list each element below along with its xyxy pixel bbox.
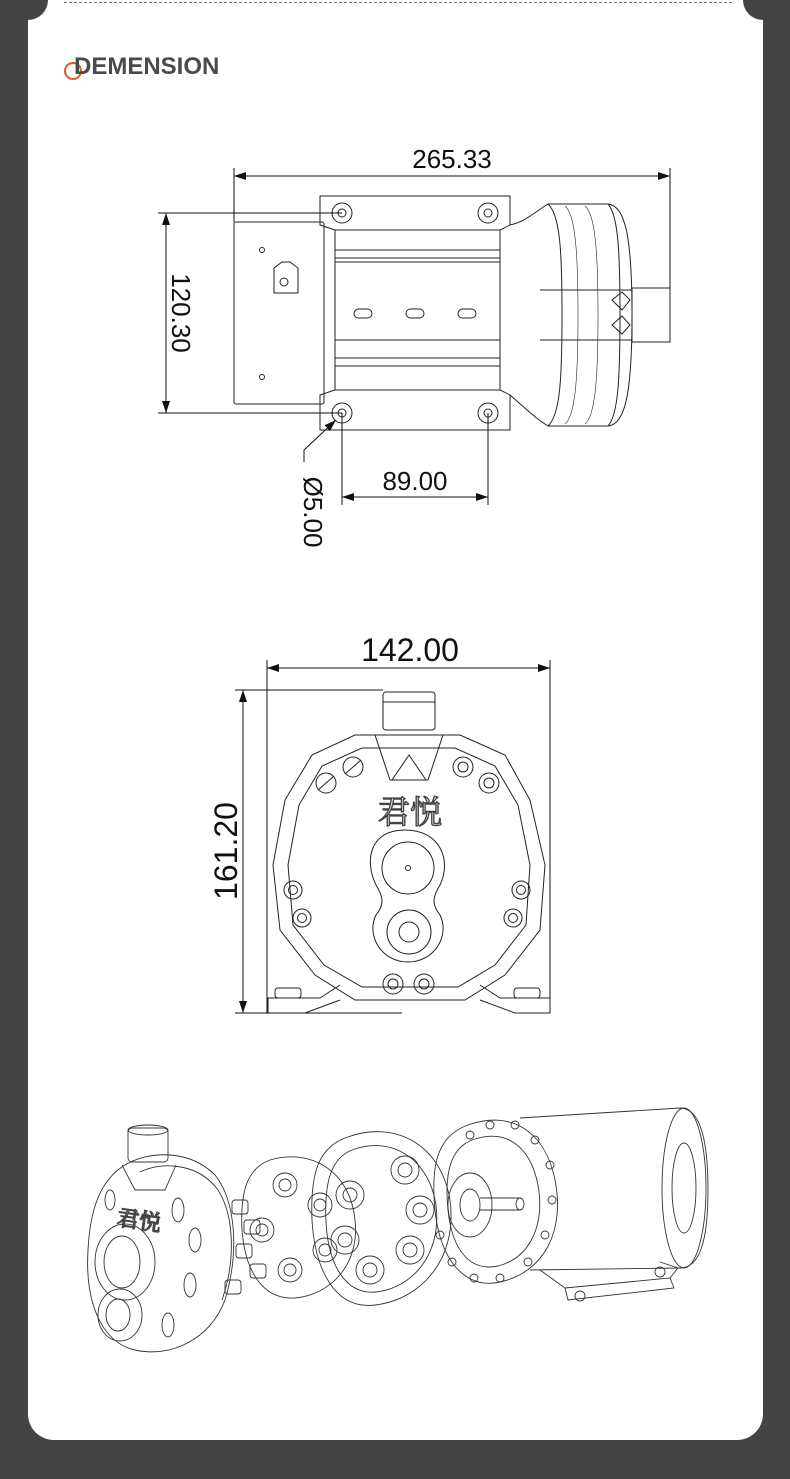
exploded-logo: 君悦 (115, 1206, 163, 1238)
length-dimension-label: 265.33 (412, 144, 492, 174)
top-view-dimensions (158, 168, 670, 505)
width-dimension-label: 142.00 (361, 632, 459, 668)
section-title: DEMENSION (74, 53, 220, 80)
top-view-drawing (234, 196, 670, 430)
front-logo: 君悦 (377, 793, 443, 831)
front-view-dimensions (235, 660, 550, 1013)
hole-spacing-label: 89.00 (382, 466, 448, 496)
hole-diameter-label: Ø5.00 (298, 476, 328, 548)
height-dimension-label: 120.30 (166, 273, 196, 353)
front-height-dimension-label: 161.20 (208, 802, 244, 900)
exploded-view-drawing (88, 1108, 708, 1352)
front-view-drawing (268, 692, 550, 1013)
